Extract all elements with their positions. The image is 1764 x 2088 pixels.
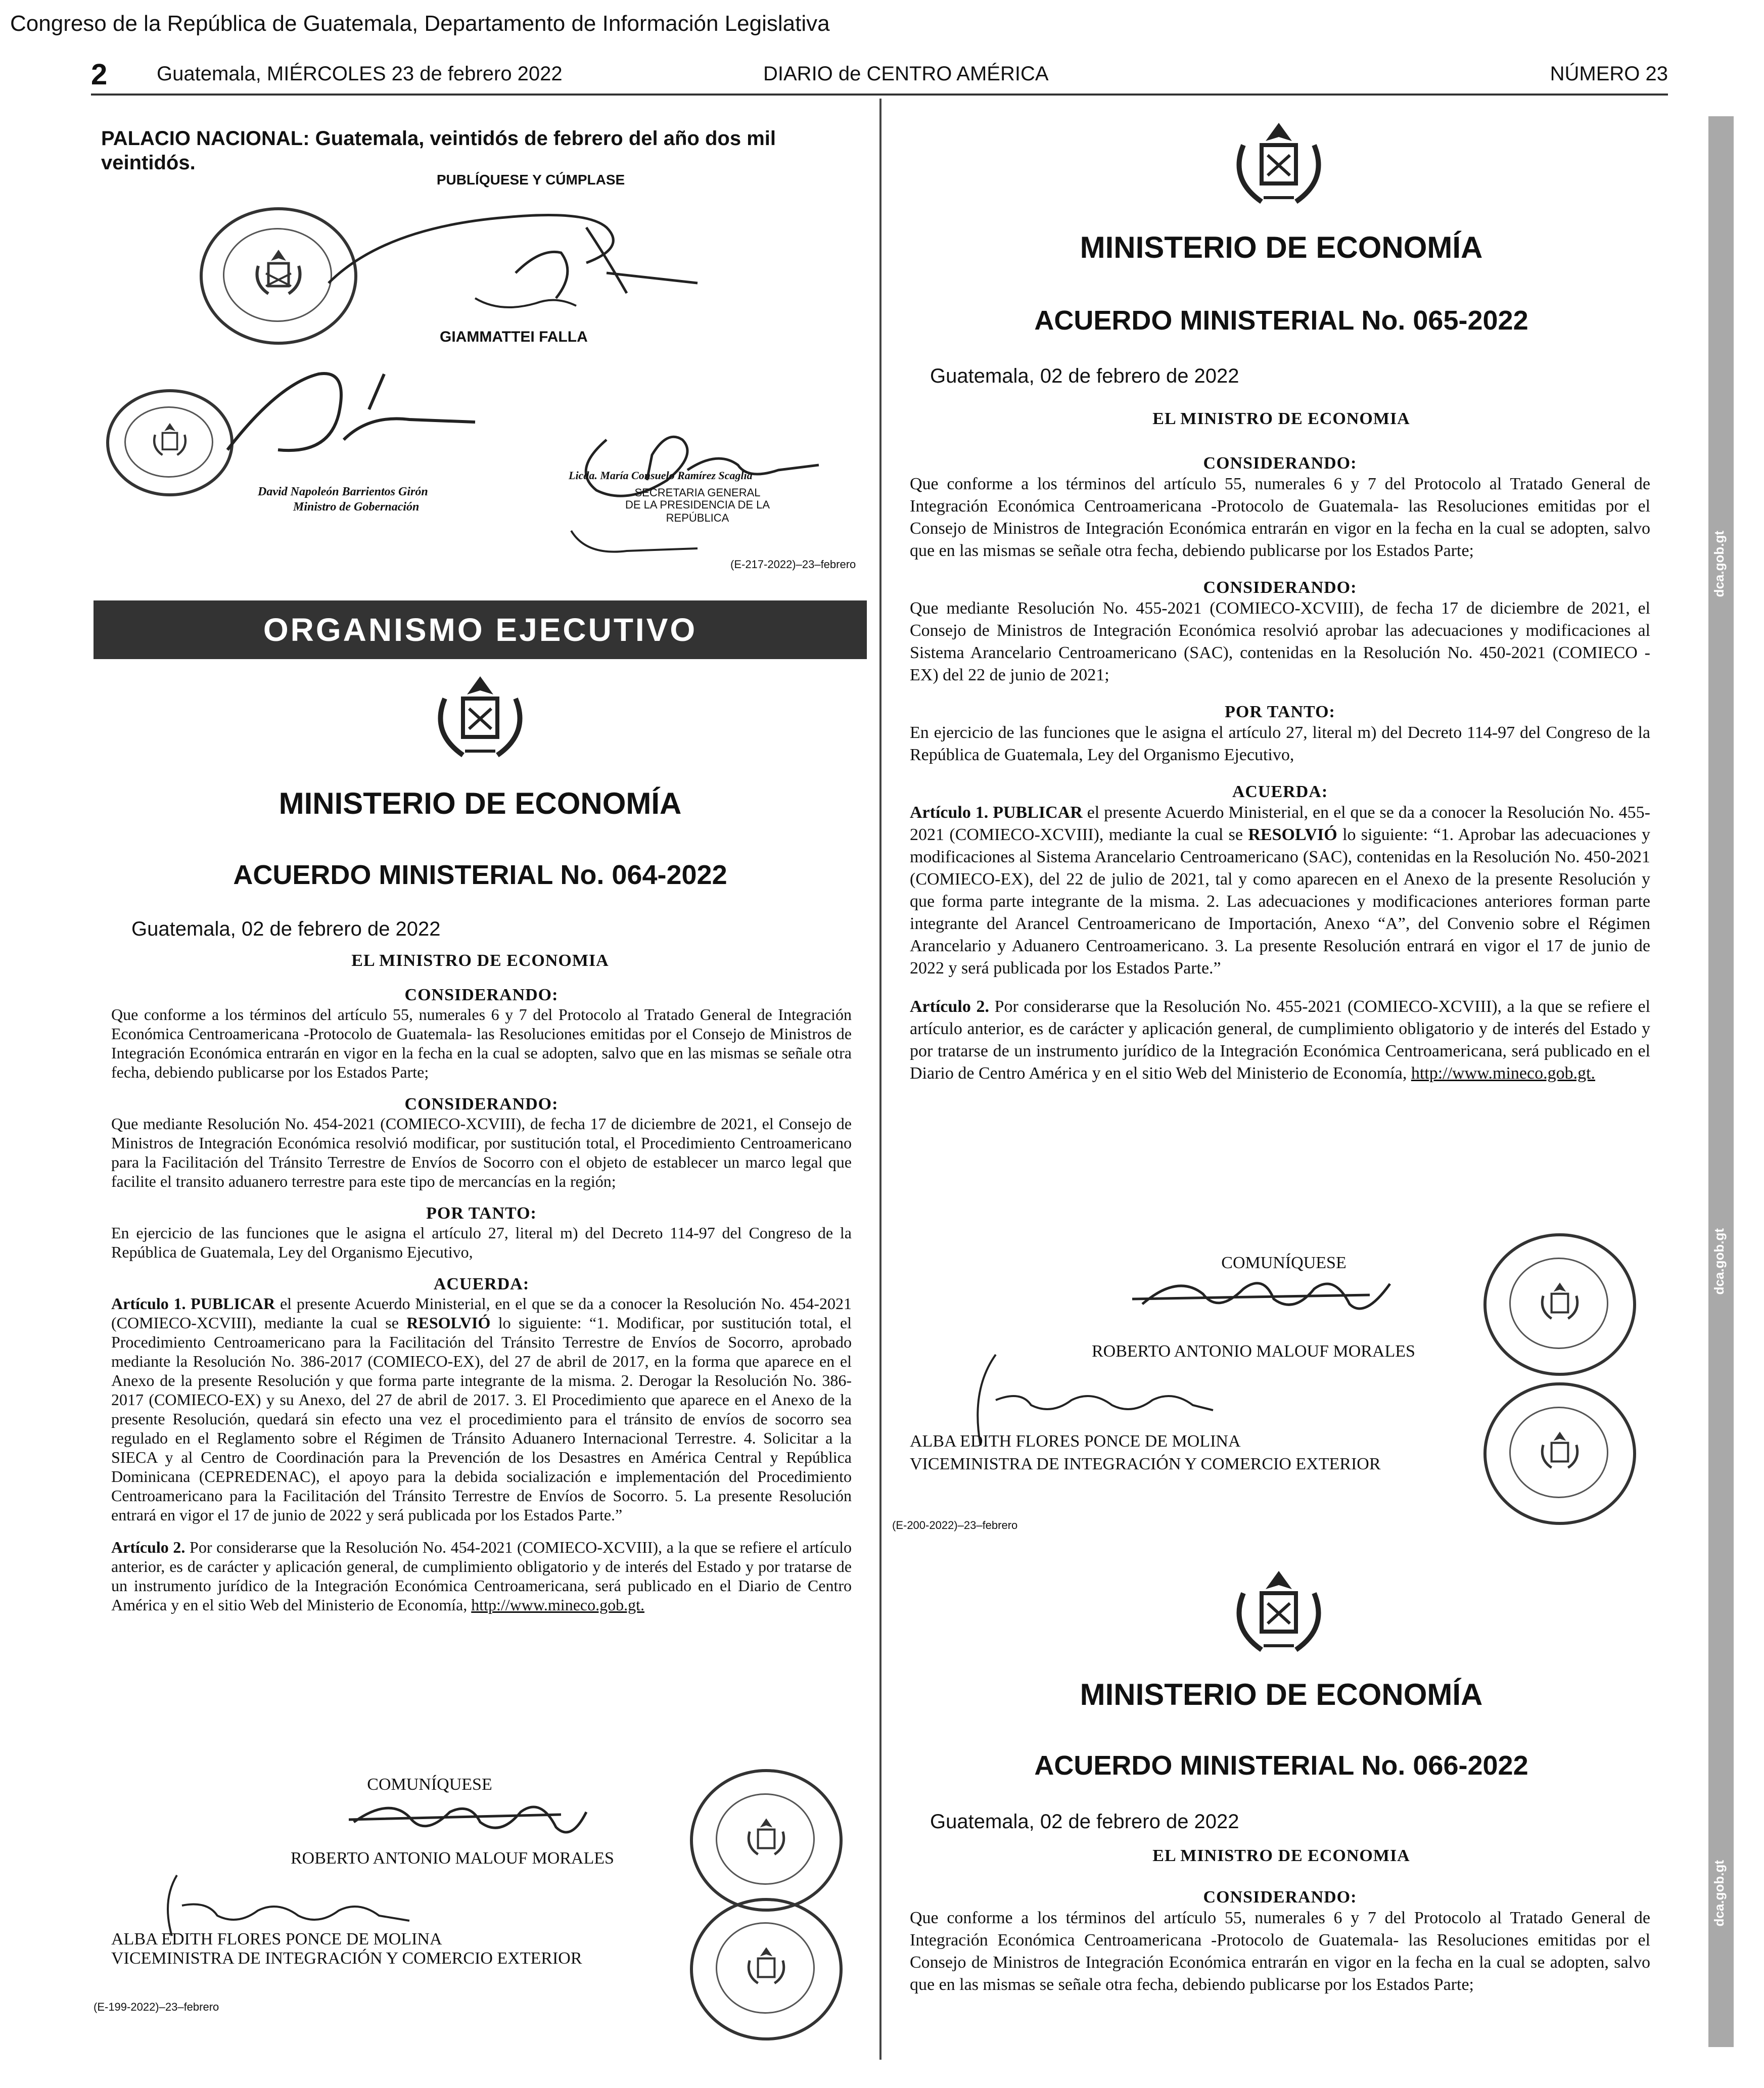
signature-ramirez [566,409,829,561]
coat-of-arms-icon [744,1815,789,1861]
newspaper-name: DIARIO de CENTRO AMÉRICA [763,63,1049,85]
signer-flores: ALBA EDITH FLORES PONCE DE MOLINA [111,1930,442,1948]
comuniquese-label: COMUNÍQUESE [1221,1254,1347,1272]
side-strip-label: dca.gob.gt [1711,531,1727,597]
side-strip [1708,116,1734,2047]
palacio-nacional-text: PALACIO NACIONAL: Guatemala, veintidós de febrero del año dos mil veintidós. [101,127,776,174]
acuerdo-064-authority: EL MINISTRO DE ECONOMIA [351,951,609,970]
mineco-seal [690,1898,843,2040]
acuerdo-064-date: Guatemala, 02 de febrero de 2022 [131,918,441,940]
mineco-link[interactable]: http://www.mineco.gob.gt. [471,1596,644,1614]
mineco-link[interactable]: http://www.mineco.gob.gt. [1411,1064,1596,1083]
signer-malouf: ROBERTO ANTONIO MALOUF MORALES [1092,1342,1415,1361]
mineco-seal [1483,1382,1636,1525]
acuerdo-064-body [111,986,852,1614]
article-2-label: Artículo 2. [111,1538,185,1556]
coat-of-arms-icon [251,246,306,301]
organismo-ejecutivo-banner: ORGANISMO EJECUTIVO [94,600,867,659]
article-2-body: Por considerarse que la Resolución No. 455-2021 (COMIECO-XCVIII), a la que se refiere el artículo anterior, es de carácter y aplicación general, de cumplimiento obligatorio y de interés del Estado y por tratarse de un instrumento jurídico de la Integración Económica Centroamericana, será publicado en el Diario de Centro América y en el sitio Web del Ministerio de Economía, [910,997,1651,1083]
coat-of-arms-icon [1223,116,1334,212]
acuerda-heading: ACUERDA: [433,1275,530,1293]
considerando-text: Que mediante Resolución No. 455-2021 (COMIECO-XCVIII), de fecha 17 de diciembre de 2021, el Consejo de Ministros de Integración Económica resolvió aprobar las adecuaciones y modificaciones al Sistema Arancelario Centroamericano (SAC), contenidas en la Resolución No. 450-2021 (COMIECO - EX) del 22 de junio de 2021; [910,599,1650,684]
side-strip-label: dca.gob.gt [1711,1228,1727,1295]
signer-ramirez-name: Licda. María Consuelo Ramírez Scaglia [569,469,753,482]
considerando-text: Que conforme a los términos del artículo 55, numerales 6 y 7 del Protocolo al Tratado General de Integración Económica Centroamericana -Protocolo de Guatemala- las Resoluciones emitidas por el Consejo de Ministros de Integración Económica entrarán en vigor en la fecha en la cual se adopten, salvo que en las mismas se señale otra fecha, debiendo publicarse por los Estados Parte; [910,1909,1650,1994]
resolvio-keyword: RESOLVIÓ [1248,825,1337,844]
coat-of-arms-icon [1537,1428,1583,1474]
considerando-heading: CONSIDERANDO: [404,1095,559,1113]
considerando-text: Que conforme a los términos del artículo 55, numerales 6 y 7 del Protocolo al Tratado General de Integración Económica Centroamericana -Protocolo de Guatemala- las Resoluciones emitidas por el Consejo de Ministros de Integración Económica entrarán en vigor en la fecha en la cual se adopten, salvo que en las mismas se señale otra fecha, debiendo publicarse por los Estados Parte; [111,1005,852,1081]
coat-of-arms-icon [150,420,190,460]
article-1-part-b: lo siguiente: “1. Modificar, por sustitución total, el Procedimiento Centroamericano para la Facilitación del Tránsito Terrestre de Envíos de Socorro, aprobado mediante la Resolución No. 386-2017 (COMIECO-EX), del 27 de abril de 2017, en la forma que aparece en el Anexo de la presente Resolución y que forma parte integrante de la misma. 2. Derogar la Resolución No. 386-2017 (COMIECO-EX) y su Anexo, del 27 de abril de 2017. 3. El Procedimiento que aparece en el Anexo de la presente Resolución, quedará sin efecto una vez el procedimiento para el tránsito de envíos de socorro sea regulado en el Reglamento sobre el Régimen de Tránsito Aduanero Internacional Terrestre. 4. Solicitar a la SIECA y al Centro de Coordinación para la Prevención de los Desastres en América Central y República Dominicana (CEPREDENAC), el apoyo para la debida socialización e implementación del Procedimiento Centroamericano para la Facilitación del Tránsito Terrestre de Envíos de Socorro. 5. La presente Resolución entrará en vigor el 17 de junio de 2022 y será publicada por los Estados Parte.” [111,1314,852,1524]
acuerdo-066-body [910,1888,1650,1996]
article-1-label: Artículo 1. PUBLICAR [111,1294,275,1313]
considerando-heading: CONSIDERANDO: [1203,578,1357,597]
acuerdo-065-title: ACUERDO MINISTERIAL No. 065-2022 [1034,305,1528,336]
acuerdo-066-ministry: MINISTERIO DE ECONOMÍA [1080,1678,1483,1711]
article-1-text [111,1294,852,1524]
column-divider [879,99,881,2060]
signer-flores: ALBA EDITH FLORES PONCE DE MOLINA [910,1432,1241,1451]
signature-malouf [349,1792,591,1847]
acuerdo-066-date: Guatemala, 02 de febrero de 2022 [930,1811,1239,1833]
signer-flores-title: VICEMINISTRA DE INTEGRACIÓN Y COMERCIO EXTERIOR [910,1455,1381,1473]
portanto-heading: POR TANTO: [1225,703,1335,721]
acuerdo-064-title: ACUERDO MINISTERIAL No. 064-2022 [233,860,727,890]
signer-flores-title: VICEMINISTRA DE INTEGRACIÓN Y COMERCIO EXTERIOR [111,1949,582,1968]
signer-ramirez-title1: SECRETARIA GENERAL [634,486,761,499]
newspaper-header-bar [91,60,1668,95]
signer-barrientos-name: David Napoleón Barrientos Girón [258,485,428,498]
side-strip-label: dca.gob.gt [1711,1860,1727,1927]
coat-of-arms-icon [744,1944,789,1989]
publication-code: (E-200-2022)–23–febrero [892,1519,1018,1532]
acuerdo-066-authority: EL MINISTRO DE ECONOMIA [1152,1846,1410,1865]
page-number: 2 [91,58,108,91]
signer-malouf: ROBERTO ANTONIO MALOUF MORALES [291,1849,614,1868]
considerando-text: Que mediante Resolución No. 454-2021 (COMIECO-XCVIII), de fecha 17 de diciembre de 2021, el Consejo de Ministros de Integración Económica resolvió modificar, por sustitución total, el Procedimiento Centroamericano para la Facilitación del Tránsito Terrestre de Envíos de Socorro con el objeto de establecer un marco legal que facilite el transito aduanero terrestre para este tipo de mercancías en la región; [111,1115,852,1190]
article-1-label: Artículo 1. PUBLICAR [910,803,1083,822]
issue-number: NÚMERO 23 [1550,63,1668,85]
mineco-seal [690,1769,843,1912]
considerando-text: Que conforme a los términos del artículo 55, numerales 6 y 7 del Protocolo al Tratado General de Integración Económica Centroamericana -Protocolo de Guatemala- las Resoluciones emitidas por el Consejo de Ministros de Integración Económica entrarán en vigor en la fecha en la cual se adopten, salvo que en las mismas se señale otra fecha, debiendo publicarse por los Estados Parte; [910,475,1650,560]
source-header: Congreso de la República de Guatemala, Departamento de Información Legislativa [10,11,830,36]
signature-barrientos [217,354,480,485]
portanto-text: En ejercicio de las funciones que le asigna el artículo 27, literal m) del Decreto 114-97 del Congreso de la República de Guatemala, Ley del Organismo Ejecutivo, [111,1224,852,1261]
header-date: Guatemala, MIÉRCOLES 23 de febrero 2022 [157,63,563,85]
article-2-label: Artículo 2. [910,997,989,1016]
acuerdo-065-ministry: MINISTERIO DE ECONOMÍA [1080,230,1483,264]
article-2-text [910,996,1650,1085]
coat-of-arms-icon [1223,1564,1334,1660]
header-rule [91,94,1668,96]
mineco-seal [1483,1233,1636,1376]
publiquese-text: PUBLÍQUESE Y CÚMPLASE [436,172,625,188]
article-1-part-a: el presente Acuerdo Ministerial, en el que se da a conocer la Resolución No. 454-2021 (COMIECO-XCVIII), mediante la cual se [111,1294,852,1332]
publication-code: (E-199-2022)–23–febrero [94,2001,219,2013]
portanto-text: En ejercicio de las funciones que le asigna el artículo 27, literal m) del Decreto 114-97 del Congreso de la República de Guatemala, Ley del Organismo Ejecutivo, [910,723,1650,764]
signature-malouf [1127,1264,1410,1329]
publication-code: (E-217-2022)–23–febrero [730,558,856,571]
acuerdo-066-title: ACUERDO MINISTERIAL No. 066-2022 [1034,1750,1528,1781]
article-1-text [910,802,1650,980]
article-1-part-a: el presente Acuerdo Ministerial, en el que se da a conocer la Resolución No. 455-2021 (COMIECO-XCVIII), mediante la cual se [910,803,1650,844]
article-1-part-b: lo siguiente: “1. Aprobar las adecuaciones y modificaciones al Sistema Arancelario Centroamericano (SAC), contenidas en la Resolución No. 450-2021 (COMIECO-EX), del 22 de julio de 2021, tal y como aparecen en el Anexo de la presente Resolución y que forma parte integrante de la misma. 2. Las adecuaciones y modificaciones anteriores forman parte integrante del Arancel Centroamericano de Importación, Anexo “A”, del Convenio sobre el Régimen Arancelario y Aduanero Centroamericano. 3. La presente Resolución entrará en vigor el 17 de junio de 2022 y será publicada por los Estados Parte.” [910,825,1650,978]
acuerdo-065-authority: EL MINISTRO DE ECONOMIA [1152,409,1410,428]
coat-of-arms-icon [425,672,536,763]
considerando-heading: CONSIDERANDO: [404,986,559,1004]
signer-barrientos-title: Ministro de Gobernación [293,500,420,514]
acuerdo-065-body [910,454,1650,1085]
acuerdo-064-ministry: MINISTERIO DE ECONOMÍA [278,786,682,820]
coat-of-arms-icon [1537,1279,1583,1325]
signer-giammattei: GIAMMATTEI FALLA [440,329,588,345]
article-2-body: Por considerarse que la Resolución No. 454-2021 (COMIECO-XCVIII), a la que se refiere el artículo anterior, es de carácter y aplicación general, de cumplimiento obligatorio y de interés del Estado y por tratarse de un instrumento jurídico de la Integración Económica Centroamericana, será publicado en el Diario de Centro América y en el sitio Web del Ministerio de Economía, [111,1538,852,1614]
acuerdo-065-date: Guatemala, 02 de febrero de 2022 [930,365,1239,387]
comuniquese-label: COMUNÍQUESE [367,1775,492,1794]
acuerda-heading: ACUERDA: [1232,782,1328,801]
article-2-text [111,1538,852,1614]
portanto-heading: POR TANTO: [426,1204,537,1223]
signature-giammattei [323,197,708,318]
resolvio-keyword: RESOLVIÓ [406,1314,491,1332]
considerando-heading: CONSIDERANDO: [1203,454,1357,473]
signer-ramirez-title2: DE LA PRESIDENCIA DE LA REPÚBLICA [625,498,770,524]
gobernacion-seal [106,389,234,496]
considerando-heading: CONSIDERANDO: [1203,1888,1357,1907]
